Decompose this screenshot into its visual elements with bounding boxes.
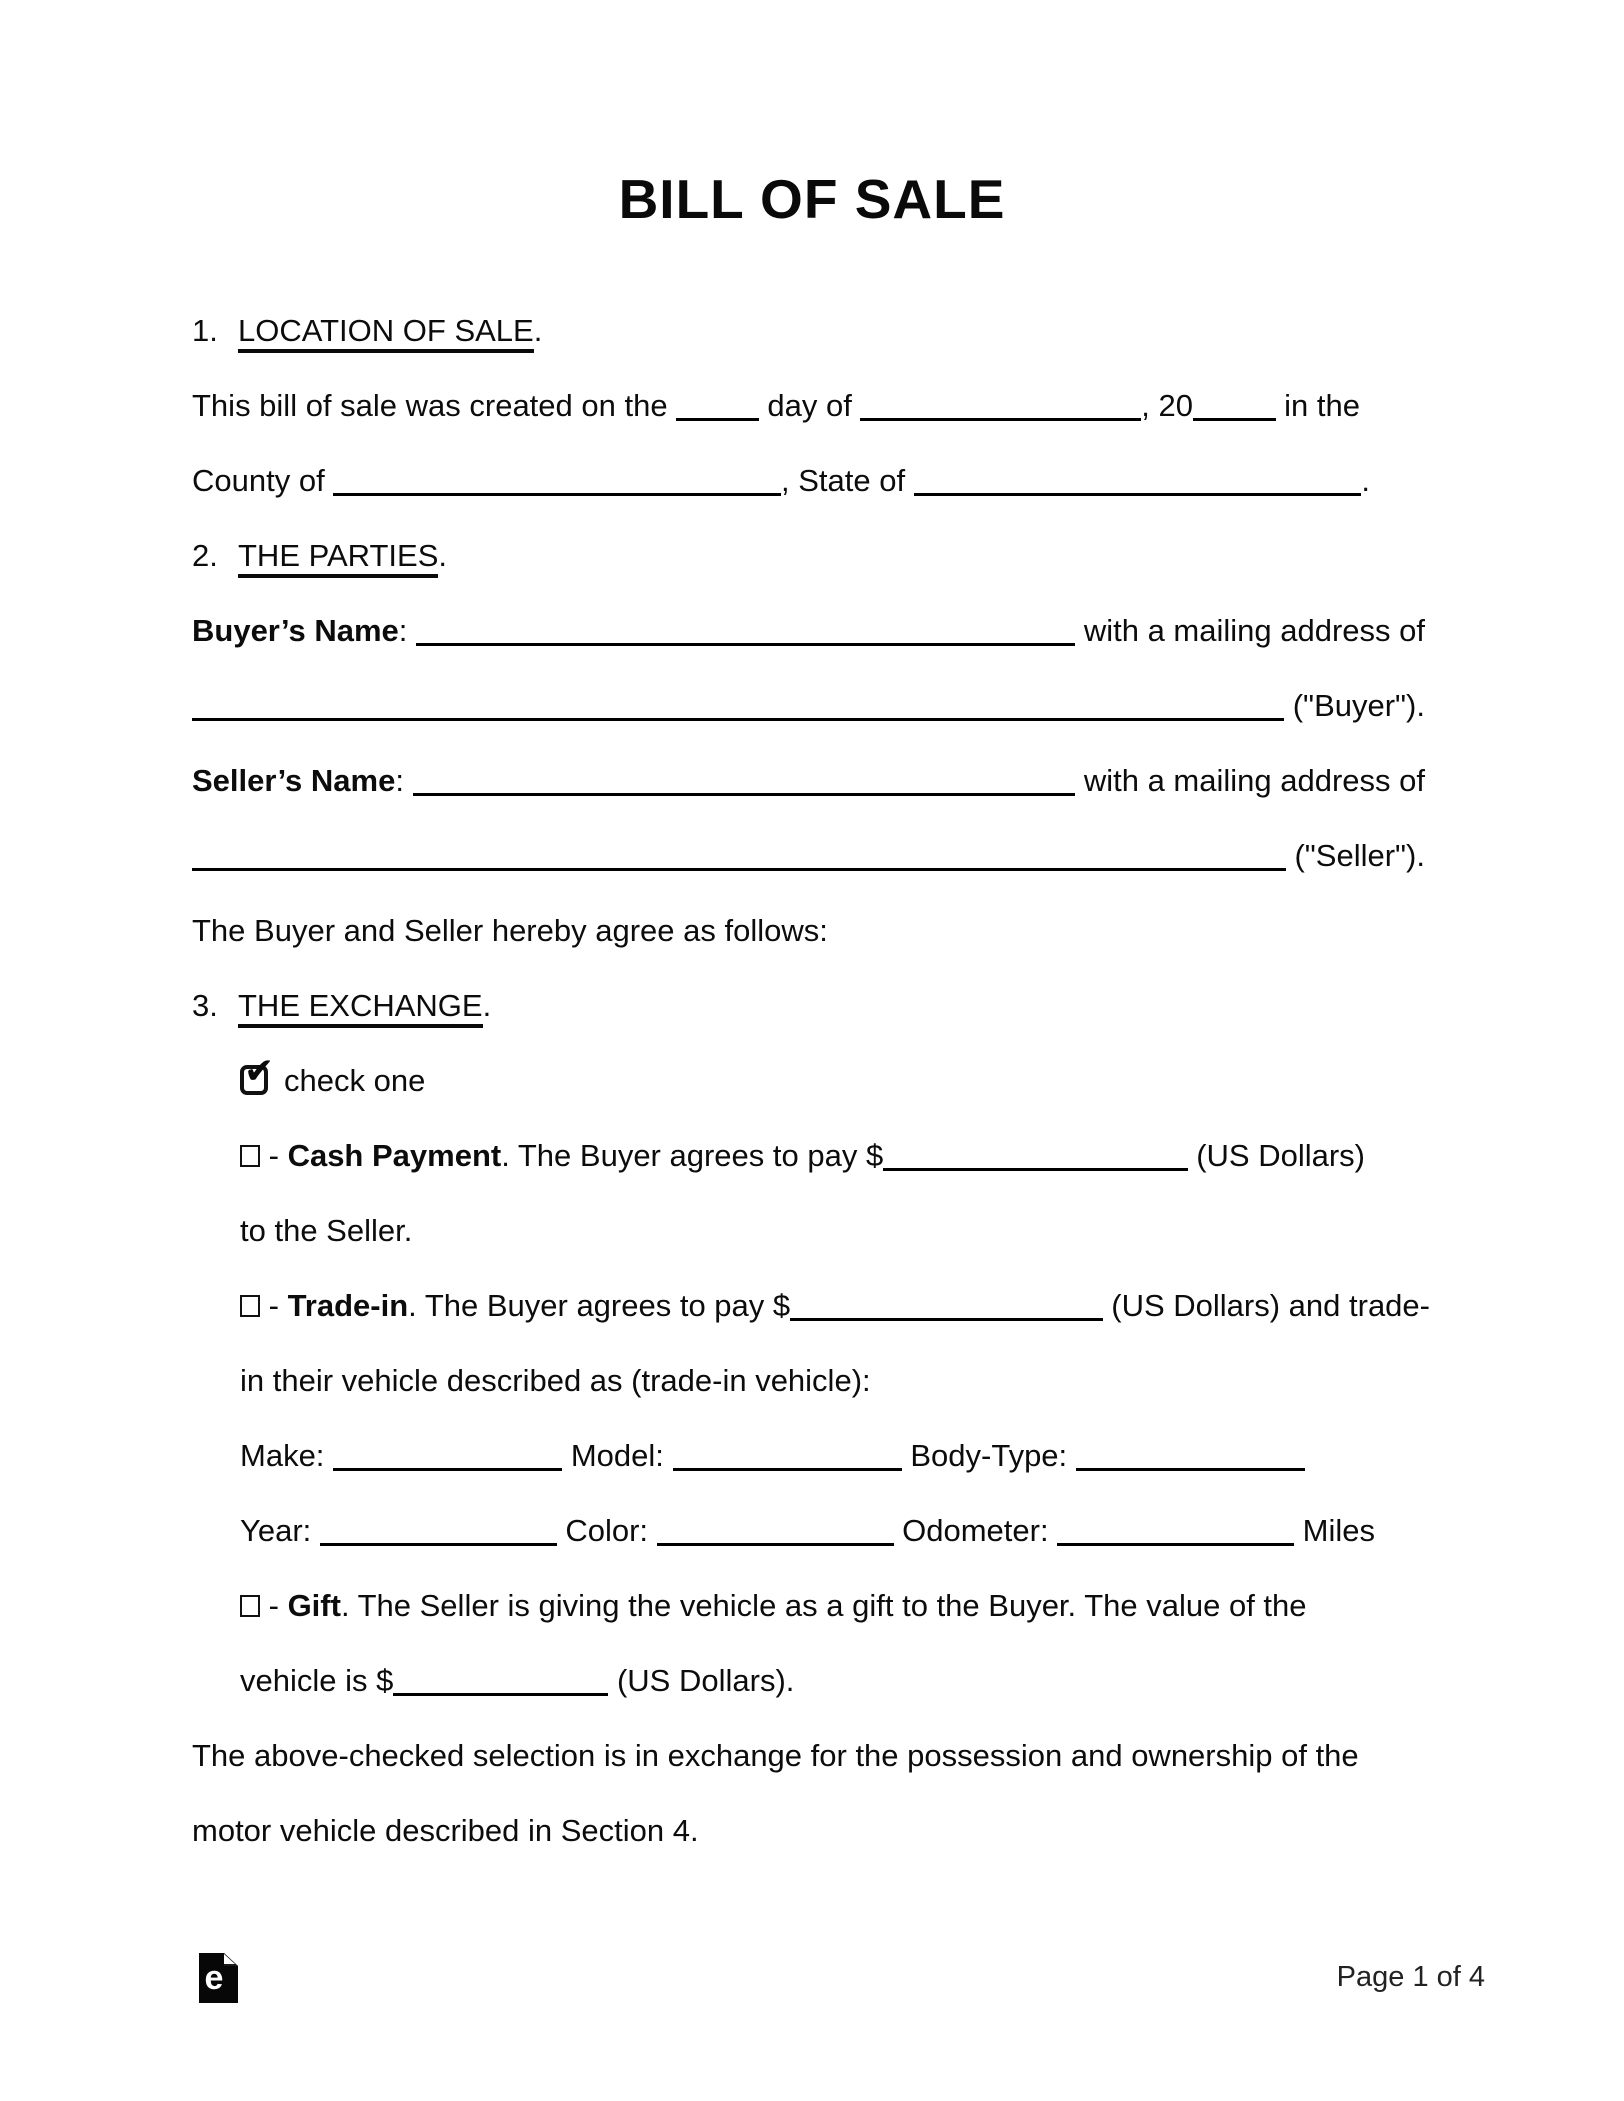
seller-address-suffix: ("Seller"). [1285,838,1425,873]
document-body [192,293,1624,1868]
logo-letter: e [204,1959,224,1997]
agreement-intro-line [192,893,1624,968]
seller-address-blank[interactable] [192,868,1286,871]
trade-continuation-line [240,1343,1624,1418]
county-line-period: . [1361,463,1371,498]
odometer-label: Odometer: [893,1513,1058,1548]
odometer-blank[interactable] [1057,1543,1294,1546]
trade-text-2: (US Dollars) and trade- [1102,1288,1430,1323]
gift-value-text-2: (US Dollars). [608,1663,795,1698]
section3-number: 3. [192,988,218,1023]
section3-heading-period: . [482,988,492,1023]
seller-name-label: Seller’s Name [192,763,396,798]
gift-value-text-1: vehicle is $ [240,1663,394,1698]
section2-number: 2. [192,538,218,573]
day-blank[interactable] [676,418,759,421]
seller-name-colon: : [395,763,413,798]
buyer-name-line [192,593,1425,668]
gift-label: Gift [287,1588,341,1623]
buyer-name-colon: : [398,613,417,648]
county-label: County of [192,463,334,498]
document-title: BILL OF SALE [618,168,1006,230]
state-label: , State of [781,463,914,498]
seller-address-line [192,818,1425,893]
gift-value-line [240,1643,1624,1718]
gift-line [240,1568,1624,1643]
section2-heading: THE PARTIES [238,538,438,578]
seller-name-blank[interactable] [413,793,1076,796]
seller-mailing-text: with a mailing address of [1075,763,1425,798]
cash-payment-checkbox[interactable] [240,1145,260,1167]
section1-number: 1. [192,313,218,348]
buyer-address-blank[interactable] [192,718,1284,721]
created-line-text-4: in the [1275,388,1360,423]
trade-text-1: . The Buyer agrees to pay $ [408,1288,791,1323]
cash-amount-blank[interactable] [883,1168,1187,1171]
cash-payment-line [240,1118,1365,1193]
model-label: Model: [562,1438,673,1473]
gift-value-blank[interactable] [393,1693,608,1696]
cash-continuation-line [240,1193,1624,1268]
buyer-name-blank[interactable] [416,643,1075,646]
check-one-checkbox[interactable] [240,1050,275,1095]
check-one-label: check one [284,1063,426,1098]
created-line-text-1: This bill of sale was created on the [192,388,677,423]
eforms-logo-icon [199,1953,238,2003]
state-blank[interactable] [914,493,1362,496]
buyer-address-line [192,668,1425,743]
cash-payment-label: Cash Payment [287,1138,502,1173]
checkmark-icon: ✔ [244,1050,275,1091]
seller-name-line [192,743,1425,818]
section2-heading-period: . [438,538,448,573]
vehicle-row2-line [240,1493,1375,1568]
section2-heading-line [192,518,1624,593]
trade-in-label: Trade-in [287,1288,409,1323]
closing-text-2: motor vehicle described in Section 4. [192,1813,699,1848]
body-type-label: Body-Type: [901,1438,1076,1473]
make-label: Make: [240,1438,334,1473]
section1-heading-line [192,293,1624,368]
section1-heading-period: . [533,313,543,348]
trade-in-checkbox[interactable] [240,1295,260,1317]
closing-text-1: The above-checked selection is in exchange for the possession and ownership of the [192,1738,1359,1773]
gift-checkbox[interactable] [240,1595,260,1617]
trade-in-line [240,1268,1430,1343]
year-blank[interactable] [1193,418,1276,421]
section3-heading-line [192,968,1624,1043]
trade-amount-blank[interactable] [790,1318,1103,1321]
created-line-text-3: , 20 [1141,388,1193,423]
vehicle-row1-line [240,1418,1305,1493]
cash-text-1: . The Buyer agrees to pay $ [501,1138,884,1173]
gift-text-1: . The Seller is giving the vehicle as a gift to the Buyer. The value of the [340,1588,1307,1623]
miles-label: Miles [1294,1513,1376,1548]
buyer-address-suffix: ("Buyer"). [1284,688,1425,723]
trade-dash: - [260,1288,288,1323]
color-label: Color: [556,1513,657,1548]
closing-line-1 [192,1718,1624,1793]
closing-line-2 [192,1793,1624,1868]
model-blank[interactable] [673,1468,902,1471]
page-number-label: Page 1 of 4 [1336,1961,1485,1993]
agreement-intro-text: The Buyer and Seller hereby agree as follows: [192,913,828,948]
month-blank[interactable] [860,418,1141,421]
gift-dash: - [260,1588,288,1623]
check-one-line [240,1043,1624,1118]
cash-continuation-text: to the Seller. [240,1213,413,1248]
section1-heading: LOCATION OF SALE [238,313,534,353]
year-label: Year: [240,1513,320,1548]
county-state-line [192,443,1370,518]
make-blank[interactable] [333,1468,562,1471]
cash-dash: - [260,1138,288,1173]
cash-text-2: (US Dollars) [1187,1138,1365,1173]
body-type-blank[interactable] [1076,1468,1305,1471]
county-blank[interactable] [333,493,781,496]
vehicle-year-blank[interactable] [320,1543,557,1546]
color-blank[interactable] [657,1543,894,1546]
created-date-line [192,368,1360,443]
buyer-name-label: Buyer’s Name [192,613,399,648]
trade-continuation-text: in their vehicle described as (trade-in vehicle): [240,1363,871,1398]
created-line-text-2: day of [758,388,861,423]
section3-heading: THE EXCHANGE [238,988,483,1028]
buyer-mailing-text: with a mailing address of [1075,613,1425,648]
